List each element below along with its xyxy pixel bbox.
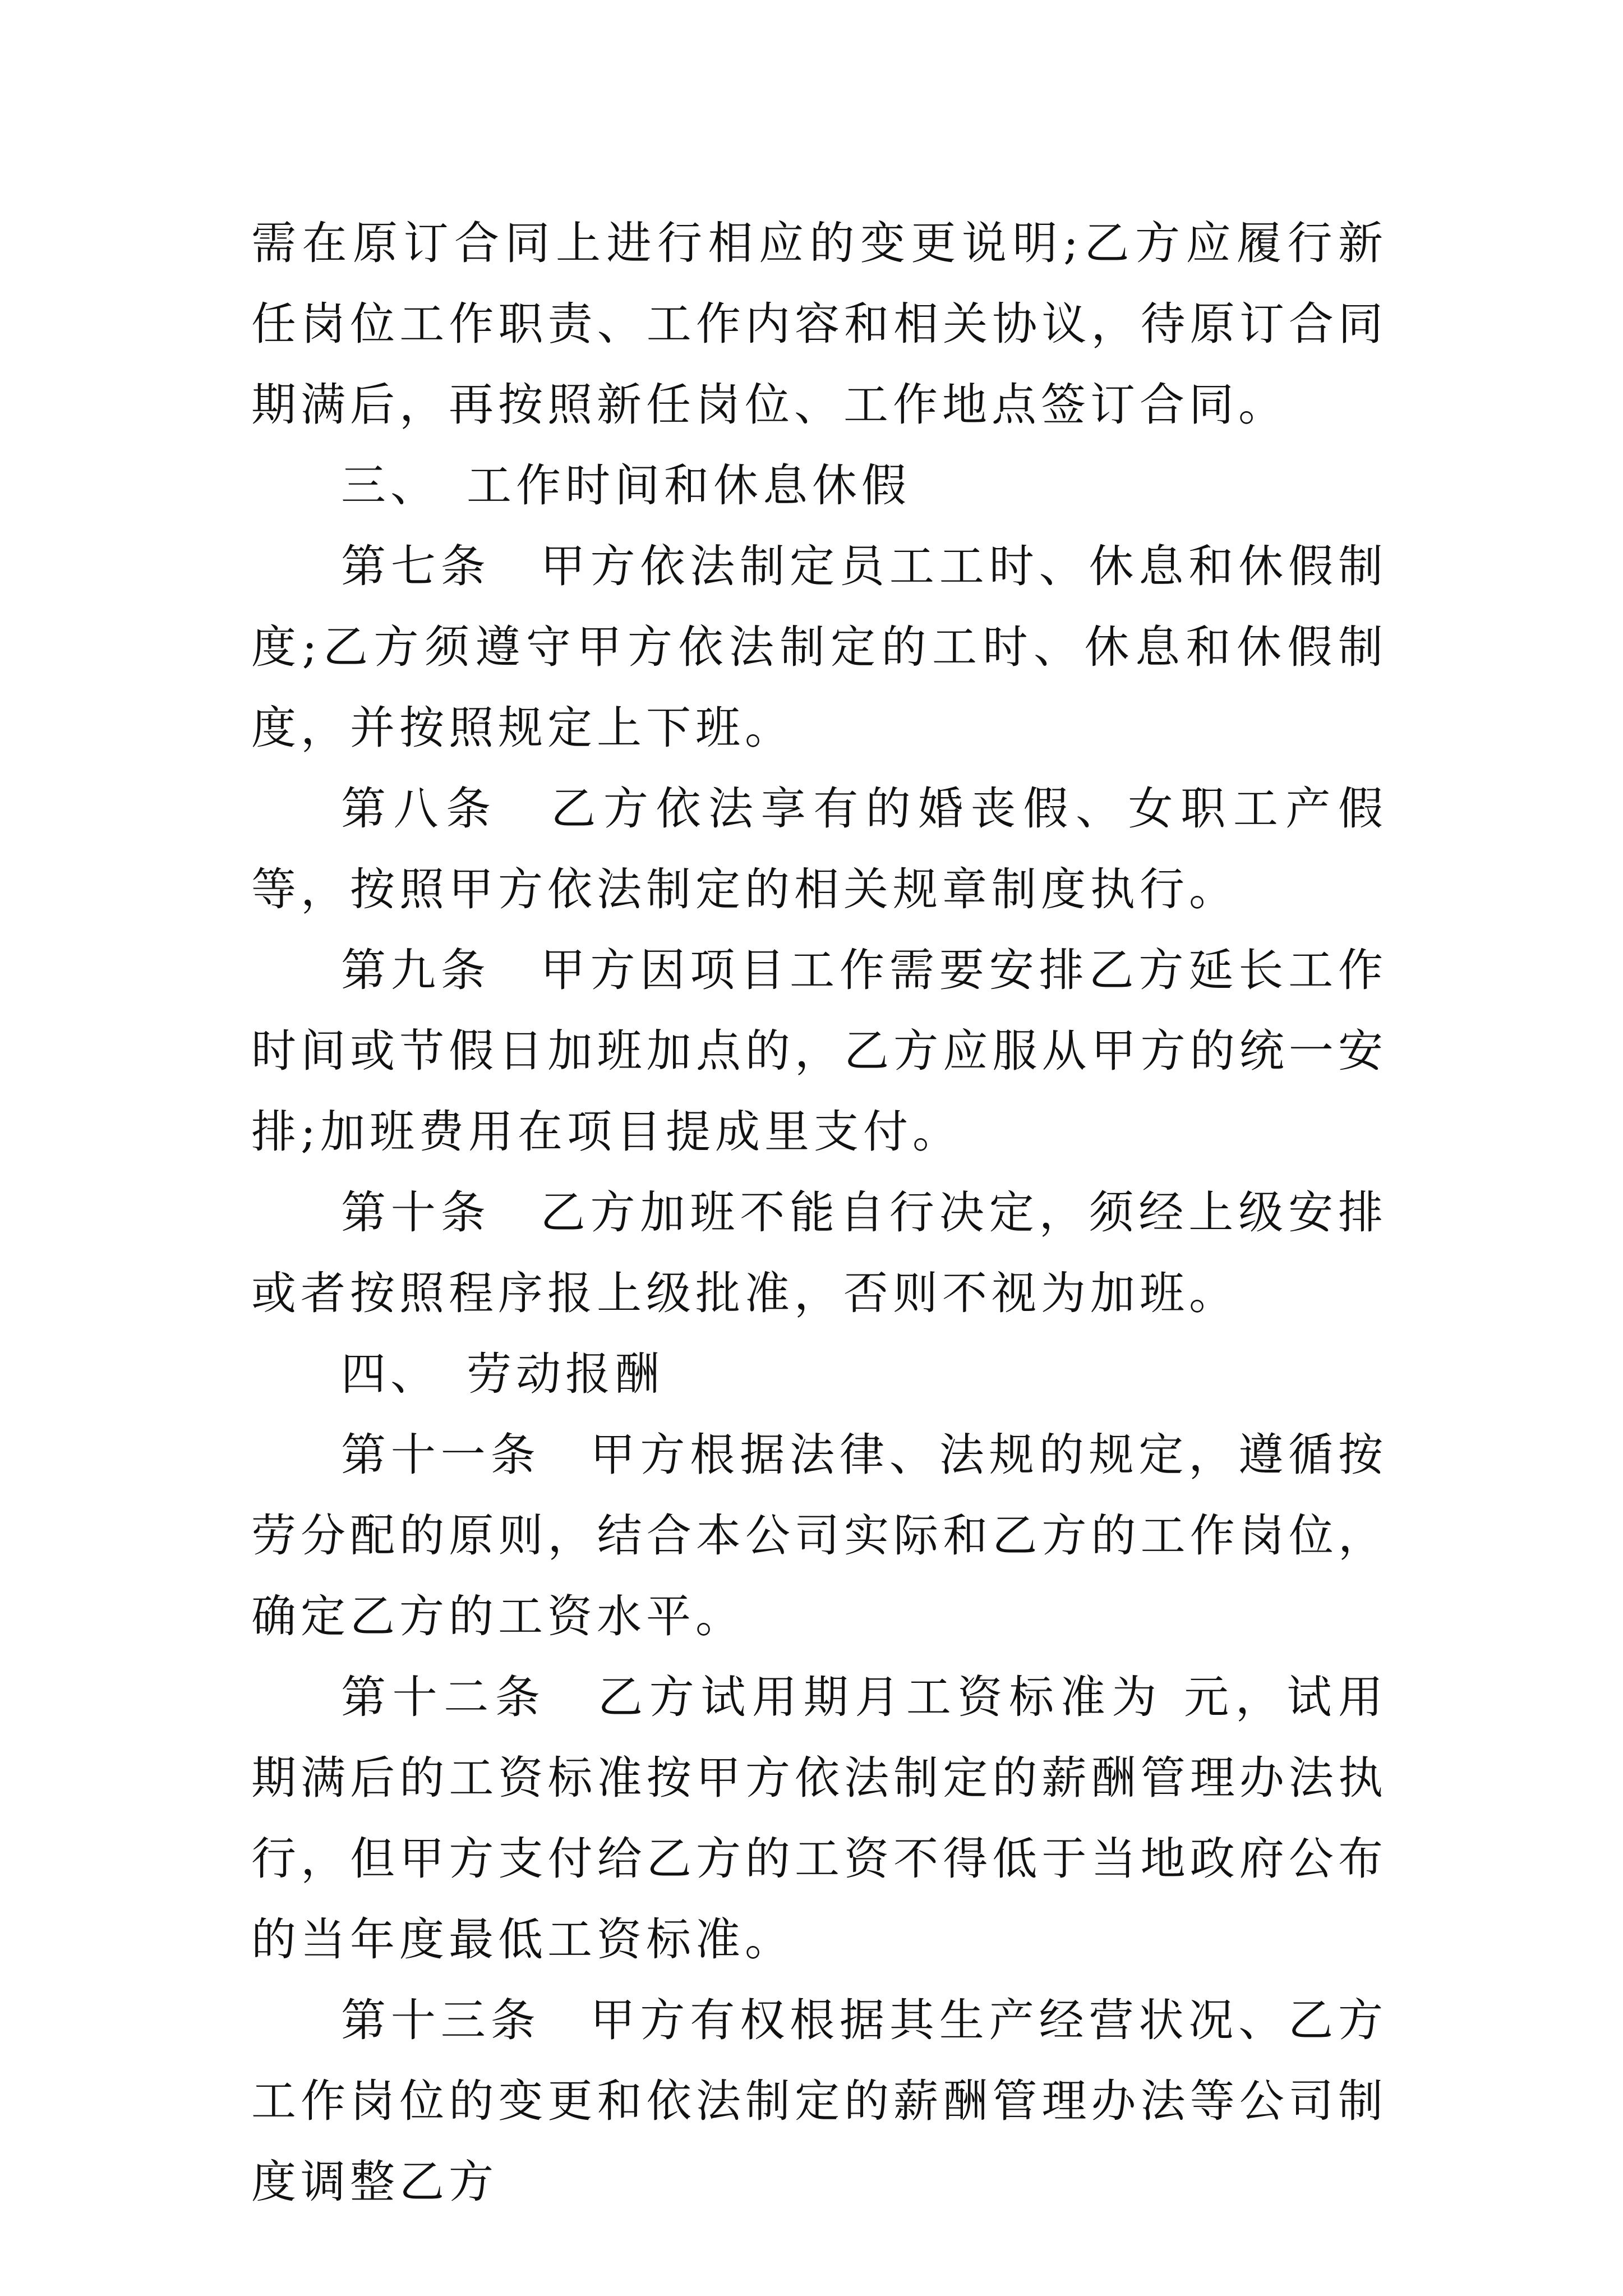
article-8: 第八条 乙方依法享有的婚丧假、女职工产假等，按照甲方依法制定的相关规章制度执行。 [251,783,1387,915]
article-10: 第十条 乙方加班不能自行决定，须经上级安排或者按照程序报上级批准，否则不视为加班。 [251,1186,1387,1319]
article-12: 第十二条 乙方试用期月工资标准为 元，试用期满后的工资标准按甲方依法制定的薪酬管理办法执行，但甲方支付给乙方的工资不得低于当地政府公布的当年度最低工资标准。 [251,1671,1387,1966]
paragraph-continuation: 需在原订合同上进行相应的变更说明;乙方应履行新任岗位工作职责、工作内容和相关协议，待原订合同期满后，再按照新任岗位、工作地点签订合同。 [251,217,1387,431]
article-7: 第七条 甲方依法制定员工工时、休息和休假制度;乙方须遵守甲方依法制定的工时、休息和休假制度，并按照规定上下班。 [251,540,1387,754]
section-heading-remuneration: 四、 劳动报酬 [341,1348,664,1400]
section-heading-work-hours: 三、 工作时间和休息休假 [341,459,911,512]
article-9: 第九条 甲方因项目工作需要安排乙方延长工作时间或节假日加班加点的，乙方应服从甲方的统一安排;加班费用在项目提成里支付。 [251,944,1387,1158]
document-body [251,203,1387,2223]
article-11: 第十一条 甲方根据法律、法规的规定，遵循按劳分配的原则，结合本公司实际和乙方的工作岗位，确定乙方的工资水平。 [251,1429,1387,1642]
article-13: 第十三条 甲方有权根据其生产经营状况、乙方工作岗位的变更和依法制定的薪酬管理办法等公司制度调整乙方 [251,1994,1387,2208]
